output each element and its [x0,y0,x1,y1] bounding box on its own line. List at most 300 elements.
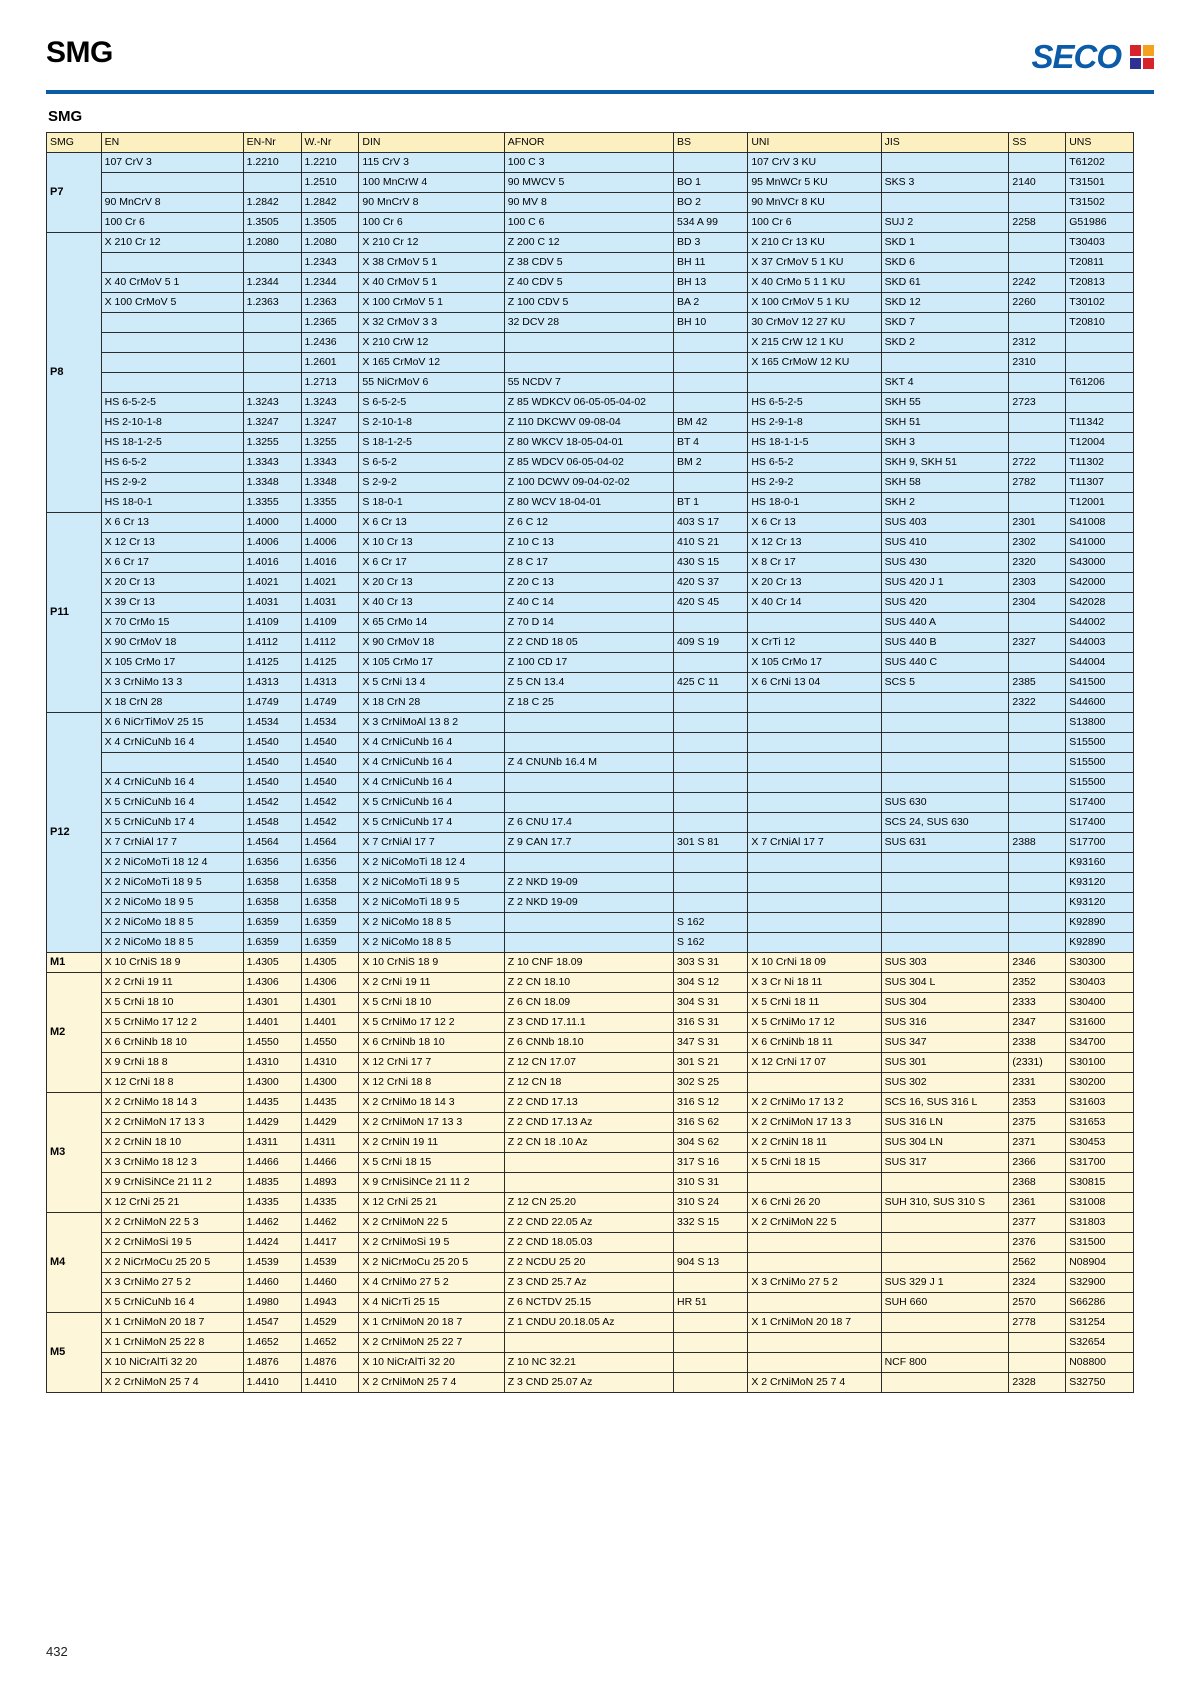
cell-din: X 2 CrNiMoN 25 7 4 [359,1373,504,1393]
cell-w-nr: 1.6359 [301,913,359,933]
cell-jis: SUS 440 C [881,653,1009,673]
cell-uns: T20813 [1066,273,1134,293]
cell-jis: SKD 1 [881,233,1009,253]
cell-afnor: Z 1 CNDU 20.18.05 Az [504,1313,673,1333]
cell-en: X 1 CrNiMoN 20 18 7 [101,1313,243,1333]
cell-en-nr: 1.4460 [243,1273,301,1293]
cell-en-nr: 1.4310 [243,1053,301,1073]
cell-uni: X 2 CrNiMoN 17 13 3 [748,1113,881,1133]
table-row [47,353,1134,373]
cell-en-nr: 1.6358 [243,893,301,913]
table-row [47,333,1134,353]
cell-afnor: Z 4 CNUNb 16.4 M [504,753,673,773]
table-row [47,1153,1134,1173]
cell-uni: X 37 CrMoV 5 1 KU [748,253,881,273]
cell-uni: X 2 CrNiMo 17 13 2 [748,1093,881,1113]
cell-afnor: Z 6 NCTDV 25.15 [504,1293,673,1313]
cell-bs: BH 13 [674,273,748,293]
cell-afnor: Z 6 CNNb 18.10 [504,1033,673,1053]
cell-uni: X 2 CrNiMoN 22 5 [748,1213,881,1233]
cell-din: X 10 NiCrAlTi 32 20 [359,1353,504,1373]
cell-w-nr: 1.2363 [301,293,359,313]
cell-en: X 2 NiCoMo 18 8 5 [101,913,243,933]
cell-din: X 18 CrN 28 [359,693,504,713]
cell-ss: 2782 [1009,473,1066,493]
cell-jis [881,893,1009,913]
cell-din: X 5 CrNi 18 10 [359,993,504,1013]
cell-uns: T30102 [1066,293,1134,313]
cell-ss: 2361 [1009,1193,1066,1213]
cell-en: X 2 NiCrMoCu 25 20 5 [101,1253,243,1273]
cell-en: X 12 CrNi 18 8 [101,1073,243,1093]
cell-afnor: Z 10 NC 32.21 [504,1353,673,1373]
cell-en: X 2 CrNiMo 18 14 3 [101,1093,243,1113]
cell-en [101,313,243,333]
cell-ss: 2346 [1009,953,1066,973]
cell-en-nr: 1.4980 [243,1293,301,1313]
cell-din: X 2 CrNiN 19 11 [359,1133,504,1153]
cell-uns: T11342 [1066,413,1134,433]
cell-din: X 2 CrNi 19 11 [359,973,504,993]
col-header-jis: JIS [881,133,1009,153]
cell-en: HS 6-5-2 [101,453,243,473]
cell-w-nr: 1.4540 [301,753,359,773]
cell-w-nr: 1.6358 [301,893,359,913]
cell-din: 100 Cr 6 [359,213,504,233]
cell-w-nr: 1.3243 [301,393,359,413]
cell-w-nr: 1.4540 [301,733,359,753]
table-row [47,633,1134,653]
table-row [47,1133,1134,1153]
cell-en-nr: 1.3348 [243,473,301,493]
cell-afnor: Z 40 C 14 [504,593,673,613]
cell-uni [748,1333,881,1353]
cell-uni: 90 MnVCr 8 KU [748,193,881,213]
table-row [47,973,1134,993]
cell-ss: 2324 [1009,1273,1066,1293]
cell-din: X 2 CrNiMoN 17 13 3 [359,1113,504,1133]
cell-uni: 107 CrV 3 KU [748,153,881,173]
table-row [47,913,1134,933]
cell-en-nr: 1.4112 [243,633,301,653]
cell-afnor: Z 2 CND 17.13 [504,1093,673,1113]
cell-afnor: Z 80 WCV 18-04-01 [504,493,673,513]
table-row [47,1093,1134,1113]
cell-afnor: 90 MWCV 5 [504,173,673,193]
cell-en: X 40 CrMoV 5 1 [101,273,243,293]
cell-uni: HS 6-5-2-5 [748,393,881,413]
cell-uni: X 2 CrNiMoN 25 7 4 [748,1373,881,1393]
cell-w-nr: 1.4550 [301,1033,359,1053]
cell-jis: SKD 2 [881,333,1009,353]
table-row [47,553,1134,573]
cell-jis [881,693,1009,713]
cell-en [101,173,243,193]
cell-afnor: 90 MV 8 [504,193,673,213]
cell-bs: 420 S 45 [674,593,748,613]
table-row [47,953,1134,973]
cell-en: X 5 CrNiCuNb 17 4 [101,813,243,833]
cell-uns: G51986 [1066,213,1134,233]
cell-bs: 301 S 21 [674,1053,748,1073]
cell-w-nr: 1.4534 [301,713,359,733]
table-row [47,253,1134,273]
cell-din: X 2 CrNiMo 18 14 3 [359,1093,504,1113]
cell-bs: 310 S 24 [674,1193,748,1213]
cell-ss [1009,1333,1066,1353]
cell-en-nr: 1.4550 [243,1033,301,1053]
cell-en-nr: 1.4109 [243,613,301,633]
group-label-m4: M4 [47,1213,102,1313]
cell-jis: SKT 4 [881,373,1009,393]
cell-w-nr: 1.2344 [301,273,359,293]
cell-uni: X 40 CrMo 5 1 1 KU [748,273,881,293]
cell-en-nr: 1.4000 [243,513,301,533]
cell-ss: 2333 [1009,993,1066,1013]
cell-din: X 105 CrMo 17 [359,653,504,673]
cell-w-nr: 1.2601 [301,353,359,373]
cell-en [101,373,243,393]
cell-din: X 7 CrNiAl 17 7 [359,833,504,853]
cell-afnor: Z 2 CND 18.05.03 [504,1233,673,1253]
cell-ss [1009,613,1066,633]
smg-standards-table [46,132,1134,1393]
cell-en: 90 MnCrV 8 [101,193,243,213]
cell-jis: SUS 304 L [881,973,1009,993]
cell-uns: S34700 [1066,1033,1134,1053]
group-label-p11: P11 [47,513,102,713]
cell-uns: K93120 [1066,893,1134,913]
cell-uns: T12001 [1066,493,1134,513]
cell-en-nr: 1.6359 [243,933,301,953]
cell-uni [748,793,881,813]
cell-din: X 5 CrNiMo 17 12 2 [359,1013,504,1033]
cell-uns: S42028 [1066,593,1134,613]
cell-en-nr: 1.4466 [243,1153,301,1173]
cell-afnor [504,793,673,813]
cell-uni: X 215 CrW 12 1 KU [748,333,881,353]
cell-en-nr: 1.4031 [243,593,301,613]
cell-en-nr: 1.4462 [243,1213,301,1233]
cell-ss: 2258 [1009,213,1066,233]
col-header-en-nr: EN-Nr [243,133,301,153]
cell-afnor: 100 C 3 [504,153,673,173]
table-row [47,1013,1134,1033]
cell-afnor [504,333,673,353]
cell-jis: SKH 51 [881,413,1009,433]
cell-din: X 9 CrNiSiNCe 21 11 2 [359,1173,504,1193]
cell-ss: (2331) [1009,1053,1066,1073]
cell-bs: 904 S 13 [674,1253,748,1273]
cell-en: HS 6-5-2-5 [101,393,243,413]
cell-uni: 95 MnWCr 5 KU [748,173,881,193]
cell-afnor: Z 2 CN 18.10 [504,973,673,993]
cell-bs [674,713,748,733]
cell-uns: S17400 [1066,793,1134,813]
cell-uns: S41500 [1066,673,1134,693]
cell-afnor: Z 40 CDV 5 [504,273,673,293]
cell-w-nr: 1.4306 [301,973,359,993]
cell-uns: K93120 [1066,873,1134,893]
cell-din: X 2 NiCoMoTi 18 12 4 [359,853,504,873]
cell-afnor: Z 3 CND 25.07 Az [504,1373,673,1393]
cell-uni: X 12 Cr 13 [748,533,881,553]
cell-ss: 2352 [1009,973,1066,993]
cell-afnor: Z 110 DKCWV 09-08-04 [504,413,673,433]
cell-bs: 301 S 81 [674,833,748,853]
cell-en-nr: 1.4401 [243,1013,301,1033]
table-row [47,413,1134,433]
cell-w-nr: 1.4300 [301,1073,359,1093]
cell-en: X 6 Cr 13 [101,513,243,533]
cell-uns: S30200 [1066,1073,1134,1093]
cell-en: X 9 CrNiSiNCe 21 11 2 [101,1173,243,1193]
cell-ss [1009,493,1066,513]
cell-jis: SUS 430 [881,553,1009,573]
cell-w-nr: 1.4313 [301,673,359,693]
header-divider [46,90,1154,94]
cell-jis: SUS 630 [881,793,1009,813]
cell-uns: S32654 [1066,1333,1134,1353]
cell-bs [674,653,748,673]
cell-en: X 4 CrNiCuNb 16 4 [101,773,243,793]
cell-bs: 304 S 62 [674,1133,748,1153]
cell-uns: S17400 [1066,813,1134,833]
cell-bs [674,1273,748,1293]
table-row [47,773,1134,793]
cell-uni: 100 Cr 6 [748,213,881,233]
cell-bs: 302 S 25 [674,1073,748,1093]
cell-uni: X 40 Cr 14 [748,593,881,613]
table-row [47,873,1134,893]
cell-uni: X 8 Cr 17 [748,553,881,573]
cell-afnor: Z 2 NKD 19-09 [504,873,673,893]
cell-uni: X 20 Cr 13 [748,573,881,593]
cell-bs [674,1313,748,1333]
cell-ss [1009,793,1066,813]
cell-uns: S32900 [1066,1273,1134,1293]
cell-en: X 3 CrNiMo 18 12 3 [101,1153,243,1173]
cell-uni: 30 CrMoV 12 27 KU [748,313,881,333]
cell-en-nr: 1.2842 [243,193,301,213]
cell-bs: 316 S 62 [674,1113,748,1133]
cell-jis: SUH 310, SUS 310 S [881,1193,1009,1213]
cell-w-nr: 1.6358 [301,873,359,893]
cell-uns: S31254 [1066,1313,1134,1333]
cell-ss: 2366 [1009,1153,1066,1173]
group-label-m2: M2 [47,973,102,1093]
cell-uni: X 3 Cr Ni 18 11 [748,973,881,993]
cell-ss: 2242 [1009,273,1066,293]
cell-bs: 317 S 16 [674,1153,748,1173]
cell-jis: SKD 12 [881,293,1009,313]
table-row [47,1273,1134,1293]
cell-jis [881,193,1009,213]
cell-ss [1009,713,1066,733]
cell-en: X 2 NiCoMo 18 9 5 [101,893,243,913]
cell-din: X 210 Cr 12 [359,233,504,253]
cell-bs: BO 1 [674,173,748,193]
cell-en: X 12 CrNi 25 21 [101,1193,243,1213]
cell-jis [881,1333,1009,1353]
cell-en-nr: 1.3505 [243,213,301,233]
cell-bs [674,393,748,413]
cell-afnor [504,713,673,733]
cell-jis: SKD 6 [881,253,1009,273]
table-row [47,993,1134,1013]
cell-bs: BH 11 [674,253,748,273]
cell-w-nr: 1.4540 [301,773,359,793]
table-row [47,853,1134,873]
cell-afnor [504,913,673,933]
cell-uni: X 3 CrNiMo 27 5 2 [748,1273,881,1293]
table-row [47,653,1134,673]
cell-din: X 4 CrNiCuNb 16 4 [359,733,504,753]
table-row [47,393,1134,413]
cell-uns: T11307 [1066,473,1134,493]
cell-w-nr: 1.3343 [301,453,359,473]
cell-din: X 2 NiCoMo 18 8 5 [359,933,504,953]
cell-w-nr: 1.2080 [301,233,359,253]
table-row [47,813,1134,833]
cell-en-nr: 1.2344 [243,273,301,293]
cell-en: X 3 CrNiMo 27 5 2 [101,1273,243,1293]
table-row [47,453,1134,473]
cell-w-nr: 1.3348 [301,473,359,493]
cell-w-nr: 1.2365 [301,313,359,333]
cell-jis: SUS 420 [881,593,1009,613]
cell-w-nr: 1.4417 [301,1233,359,1253]
cell-en: X 2 CrNiMoN 22 5 3 [101,1213,243,1233]
cell-jis: SUH 660 [881,1293,1009,1313]
table-row [47,1213,1134,1233]
cell-ss: 2347 [1009,1013,1066,1033]
cell-uns: T11302 [1066,453,1134,473]
cell-jis: SKH 55 [881,393,1009,413]
cell-uni [748,873,881,893]
cell-ss [1009,413,1066,433]
cell-uns: K92890 [1066,913,1134,933]
col-header-bs: BS [674,133,748,153]
cell-ss: 2320 [1009,553,1066,573]
cell-en: X 3 CrNiMo 13 3 [101,673,243,693]
cell-w-nr: 1.4539 [301,1253,359,1273]
cell-bs: 347 S 31 [674,1033,748,1053]
cell-uns: S30453 [1066,1133,1134,1153]
cell-ss [1009,653,1066,673]
cell-ss [1009,913,1066,933]
table-row [47,1193,1134,1213]
cell-ss: 2140 [1009,173,1066,193]
cell-w-nr: 1.2343 [301,253,359,273]
cell-w-nr: 1.4542 [301,813,359,833]
cell-jis: SUS 440 B [881,633,1009,653]
cell-din: S 6-5-2-5 [359,393,504,413]
cell-jis: SUS 302 [881,1073,1009,1093]
cell-afnor: Z 2 NKD 19-09 [504,893,673,913]
cell-ss: 2260 [1009,293,1066,313]
cell-w-nr: 1.4466 [301,1153,359,1173]
cell-uni: X 6 CrNi 26 20 [748,1193,881,1213]
cell-bs: 403 S 17 [674,513,748,533]
cell-en: X 70 CrMo 15 [101,613,243,633]
cell-afnor: Z 10 C 13 [504,533,673,553]
cell-jis: SUS 631 [881,833,1009,853]
cell-en-nr: 1.4410 [243,1373,301,1393]
cell-uns: S30815 [1066,1173,1134,1193]
cell-uni: X 12 CrNi 17 07 [748,1053,881,1073]
cell-jis: SUS 329 J 1 [881,1273,1009,1293]
cell-uni: X 105 CrMo 17 [748,653,881,673]
cell-en-nr: 1.4540 [243,773,301,793]
cell-jis: NCF 800 [881,1353,1009,1373]
cell-bs: BO 2 [674,193,748,213]
cell-afnor: Z 12 CN 18 [504,1073,673,1093]
cell-uni: HS 2-9-1-8 [748,413,881,433]
cell-w-nr: 1.4652 [301,1333,359,1353]
cell-en-nr: 1.2080 [243,233,301,253]
cell-ss [1009,753,1066,773]
cell-afnor [504,853,673,873]
cell-w-nr: 1.4006 [301,533,359,553]
cell-w-nr: 1.4021 [301,573,359,593]
cell-en-nr: 1.4301 [243,993,301,1013]
cell-uni [748,893,881,913]
cell-w-nr: 1.3505 [301,213,359,233]
table-row [47,493,1134,513]
table-row [47,1373,1134,1393]
col-header-smg: SMG [47,133,102,153]
cell-din: X 2 NiCoMo 18 8 5 [359,913,504,933]
cell-din: X 5 CrNiCuNb 17 4 [359,813,504,833]
cell-jis [881,1253,1009,1273]
col-header-afnor: AFNOR [504,133,673,153]
cell-uns: S32750 [1066,1373,1134,1393]
table-row [47,533,1134,553]
cell-uni [748,773,881,793]
cell-en-nr: 1.4006 [243,533,301,553]
table-row [47,1353,1134,1373]
cell-en-nr: 1.4125 [243,653,301,673]
cell-jis: SUS 420 J 1 [881,573,1009,593]
cell-w-nr: 1.4529 [301,1313,359,1333]
cell-uni: HS 18-0-1 [748,493,881,513]
cell-afnor: Z 38 CDV 5 [504,253,673,273]
cell-ss: 2328 [1009,1373,1066,1393]
cell-jis [881,1213,1009,1233]
cell-bs [674,353,748,373]
cell-uni: X 7 CrNiAl 17 7 [748,833,881,853]
cell-en-nr: 1.4021 [243,573,301,593]
cell-en [101,753,243,773]
cell-uni: X 10 CrNi 18 09 [748,953,881,973]
cell-w-nr: 1.4876 [301,1353,359,1373]
cell-en-nr: 1.4335 [243,1193,301,1213]
cell-en: X 210 Cr 12 [101,233,243,253]
cell-afnor: Z 200 C 12 [504,233,673,253]
cell-din: X 20 Cr 13 [359,573,504,593]
cell-uni [748,753,881,773]
cell-din: X 12 CrNi 25 21 [359,1193,504,1213]
cell-en-nr: 1.4547 [243,1313,301,1333]
cell-uns: S44004 [1066,653,1134,673]
page-number: 432 [46,1644,68,1659]
table-row [47,213,1134,233]
cell-w-nr: 1.4311 [301,1133,359,1153]
cell-uns: T30403 [1066,233,1134,253]
cell-en-nr: 1.4534 [243,713,301,733]
cell-jis: SKD 61 [881,273,1009,293]
